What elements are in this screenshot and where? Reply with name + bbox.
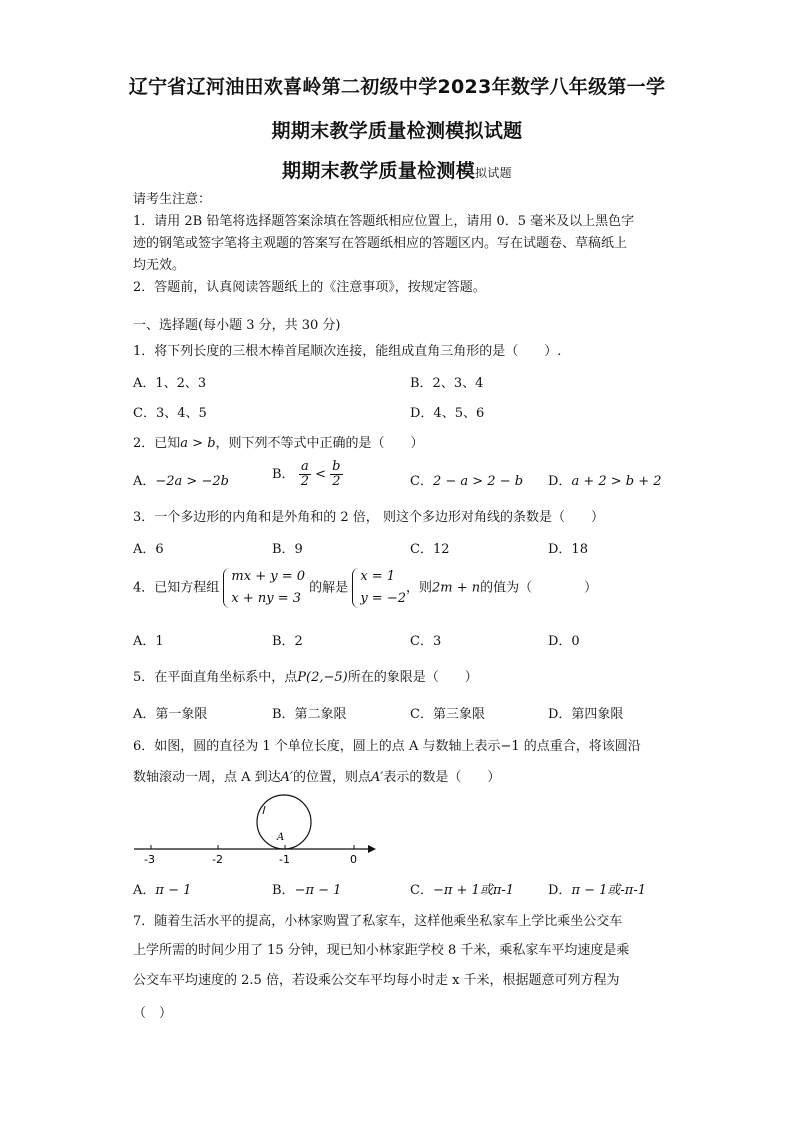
q3-option-c: C．12 <box>410 542 450 557</box>
tick-label: 0 <box>350 853 357 866</box>
q2-stem <box>133 432 424 451</box>
exam-title-line3-suffix: 拟试题 <box>475 166 512 180</box>
q7-stem-line3: 公交车平均速度的 2.5 倍，若设乘公交车平均每小时走 x 千米，根据题意可列方程为 <box>133 973 620 988</box>
q2-option-d-label: D． <box>548 474 572 489</box>
q4-solution-system <box>352 566 406 610</box>
q7-stem-line4: （ ） <box>133 1006 173 1021</box>
frac-denominator: 2 <box>332 474 341 489</box>
q5-stem-post: 所在的象限是（ ） <box>347 670 478 685</box>
q5-option-b: B．第二象限 <box>272 707 347 722</box>
q5-option-a: A．第一象限 <box>133 707 208 722</box>
q3-stem: 3．一个多边形的内角和是外角和的 2 倍， 则这个多边形对角线的条数是（ ） <box>133 510 604 525</box>
q1-option-a: A．1、2、3 <box>133 376 207 391</box>
q6-option-c <box>410 879 514 898</box>
q2-stem-post: ，则下列不等式中正确的是（ ） <box>215 436 424 451</box>
q2-option-b <box>272 460 343 489</box>
q2-option-c-math: 2 − a > 2 − b <box>432 474 524 489</box>
q6-option-b-math: −π − 1 <box>294 883 342 898</box>
q4-option-d: D．0 <box>548 634 580 649</box>
q2-option-b-frac2 <box>330 460 342 489</box>
q6-option-d-label: D． <box>548 883 572 898</box>
exam-title-line3-main: 期期末教学质量检测模 <box>282 160 476 182</box>
q4-option-b: B．2 <box>272 634 303 649</box>
left-brace-icon <box>223 568 230 608</box>
q5-stem <box>133 666 478 685</box>
section1-heading: 一、选择题(每小题 3 分，共 30 分) <box>133 318 341 333</box>
q3-option-d: D．18 <box>548 542 588 557</box>
q6-option-b-label: B． <box>272 883 295 898</box>
q5-option-d: D．第四象限 <box>548 707 624 722</box>
tick-label: -2 <box>212 853 223 866</box>
tick-label: -1 <box>279 853 290 866</box>
exam-title-line1: 辽宁省辽河油田欢喜岭第二初级中学2023年数学八年级第一学 <box>128 76 666 98</box>
q4-stem-mid2: ，则 <box>405 580 432 596</box>
q2-stem-pre: 2．已知 <box>133 436 181 451</box>
q4-stem-math: 2m + n <box>432 580 481 596</box>
notice-item1-line2: 迹的钢笔或签字笔将主观题的答案写在答题纸相应的答题区内。写在试题卷、草稿纸上 <box>133 236 628 251</box>
q6-stem-line2-m1: A′ <box>280 770 293 785</box>
q6-option-a-label: A． <box>133 883 156 898</box>
point-a-label: A <box>277 832 285 843</box>
q3-option-a: A．6 <box>133 542 164 557</box>
q6-option-a-math: π − 1 <box>155 883 192 898</box>
notice-item1-line3: 均无效。 <box>133 258 186 273</box>
q6-stem-line2-m2: A′ <box>371 770 384 785</box>
q6-stem-line2-mid: 的位置，则点 <box>293 770 372 785</box>
q4-stem-mid: 的解是 <box>309 580 349 596</box>
q4-stem-post: 的值为（ ） <box>480 580 598 596</box>
q6-option-c-label: C． <box>410 883 433 898</box>
q6-stem-line1: 6．如图，圆的直径为 1 个单位长度，圆上的点 A 与数轴上表示−1 的点重合，将该圆沿 <box>133 739 641 754</box>
q2-option-a <box>133 470 229 489</box>
q6-option-d <box>548 879 646 898</box>
q7-stem-line1: 7．随着生活水平的提高，小林家购置了私家车，这样他乘坐私家车上学比乘坐公交车 <box>133 914 623 929</box>
q4-sys1-eq1: mx + y = 0 <box>231 569 306 584</box>
q6-number-line-figure <box>130 792 380 868</box>
q2-option-c-label: C． <box>410 474 433 489</box>
q3-option-b: B．9 <box>272 542 303 557</box>
notice-item2: 2．答题前，认真阅读答题纸上的《注意事项》，按规定答题。 <box>133 280 486 295</box>
frac-numerator: b <box>332 459 341 474</box>
q2-option-b-op: < <box>315 467 327 482</box>
q4-option-c: C．3 <box>410 634 442 649</box>
q4-stem <box>133 566 597 611</box>
q5-stem-pre: 5．在平面直角坐标系中，点 <box>133 670 298 685</box>
q6-stem-line2-pre: 数轴滚动一周，点 A 到达 <box>133 770 281 785</box>
notice-heading: 请考生注意： <box>133 192 212 207</box>
circle-mark <box>263 806 265 814</box>
q1-stem: 1．将下列长度的三根木棒首尾顺次连接，能组成直角三角形的是（ ）. <box>133 344 562 359</box>
q7-stem-line2: 上学所需的时间少用了 15 分钟，现已知小林家距学校 8 千米，乘私家车平均速度是乘 <box>133 943 630 958</box>
q1-option-c: C．3、4、5 <box>133 406 207 421</box>
q2-stem-math: a > b <box>180 436 216 451</box>
exam-title-line2: 期期末教学质量检测模拟试题 <box>271 120 523 142</box>
q4-equation-system <box>223 566 305 610</box>
arrow-head-icon <box>368 845 376 853</box>
q1-option-b: B．2、3、4 <box>410 376 484 391</box>
q2-option-a-label: A． <box>133 474 156 489</box>
q2-option-c <box>410 470 523 489</box>
q4-option-a: A．1 <box>133 634 164 649</box>
q6-option-a <box>133 879 191 898</box>
q2-option-d-math: a + 2 > b + 2 <box>571 474 662 489</box>
q2-option-d <box>548 470 662 489</box>
q4-sys2-eq2: y = −2 <box>360 591 406 606</box>
q5-option-c: C．第三象限 <box>410 707 485 722</box>
notice-item1-line1: 1．请用 2B 铅笔将选择题答案涂填在答题纸相应位置上，请用 0．5 毫米及以上黑色字 <box>133 214 635 229</box>
q4-sys1-eq2: x + ny = 3 <box>231 591 302 606</box>
left-brace-icon <box>352 568 359 608</box>
q6-option-c-math: −π + 1或π-1 <box>432 883 515 898</box>
q4-sys2-eq1: x = 1 <box>360 569 396 584</box>
q5-stem-math: P(2,−5) <box>297 670 348 685</box>
q6-option-d-math: π − 1或-π-1 <box>571 883 647 898</box>
q2-option-b-label: B． <box>272 467 295 482</box>
q2-option-b-frac1 <box>299 460 311 489</box>
exam-title-line3 <box>0 156 794 183</box>
q6-stem-line2 <box>133 766 500 785</box>
tick-label: -3 <box>144 853 155 866</box>
q1-option-d: D．4、5、6 <box>410 406 485 421</box>
q6-stem-line2-post: 表示的数是（ ） <box>383 770 501 785</box>
frac-numerator: a <box>299 460 311 475</box>
q6-option-b <box>272 879 341 898</box>
q2-option-a-math: −2a > −2b <box>155 474 229 489</box>
frac-denominator: 2 <box>300 474 309 489</box>
q4-stem-pre: 4．已知方程组 <box>133 580 220 596</box>
